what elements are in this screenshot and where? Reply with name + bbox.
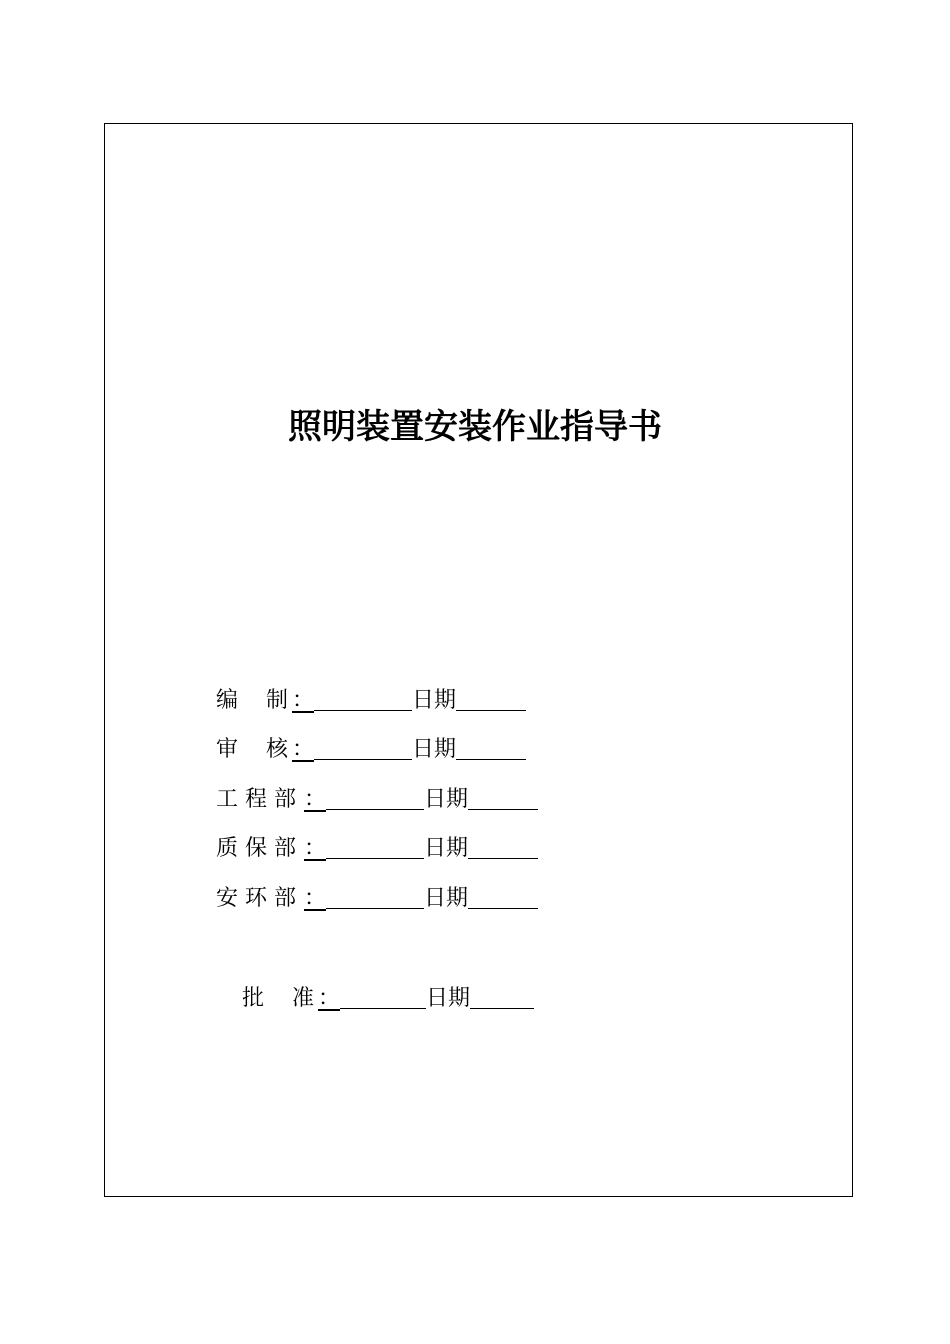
- signature-line[interactable]: [340, 984, 426, 1009]
- date-line[interactable]: [456, 686, 526, 711]
- date-line[interactable]: [456, 735, 526, 760]
- sign-colon: ：: [304, 886, 327, 911]
- signature-line[interactable]: [326, 785, 424, 810]
- sign-colon: ：: [304, 787, 327, 812]
- sign-colon: ：: [292, 688, 315, 713]
- sign-row-compile: [216, 686, 526, 716]
- sign-label: 工 程 部: [216, 787, 296, 812]
- page-frame: [104, 123, 853, 1197]
- sign-row-safety: [216, 884, 538, 914]
- sign-colon: ：: [304, 836, 327, 861]
- date-label: 日期: [412, 688, 457, 713]
- date-label: 日期: [424, 886, 469, 911]
- sign-colon: ：: [318, 986, 341, 1011]
- sign-row-engineering: [216, 785, 538, 815]
- sign-row-quality: [216, 834, 538, 864]
- sign-label: 质 保 部: [216, 836, 296, 861]
- date-line[interactable]: [468, 884, 538, 909]
- date-label: 日期: [424, 787, 469, 812]
- sign-label: 编 制: [216, 688, 288, 713]
- date-label: 日期: [424, 836, 469, 861]
- sign-label: 批 准: [242, 986, 314, 1011]
- signature-line[interactable]: [314, 735, 412, 760]
- signature-line[interactable]: [314, 686, 412, 711]
- sign-colon: ：: [292, 737, 315, 762]
- sign-label: 审 核: [216, 737, 288, 762]
- signature-line[interactable]: [326, 884, 424, 909]
- sign-label: 安 环 部: [216, 886, 296, 911]
- date-line[interactable]: [470, 984, 534, 1009]
- sign-row-approve: [242, 984, 534, 1014]
- signature-line[interactable]: [326, 834, 424, 859]
- date-line[interactable]: [468, 834, 538, 859]
- date-label: 日期: [412, 737, 457, 762]
- sign-row-review: [216, 735, 526, 765]
- date-label: 日期: [426, 986, 471, 1011]
- document-title: 照明装置安装作业指导书: [288, 407, 662, 447]
- date-line[interactable]: [468, 785, 538, 810]
